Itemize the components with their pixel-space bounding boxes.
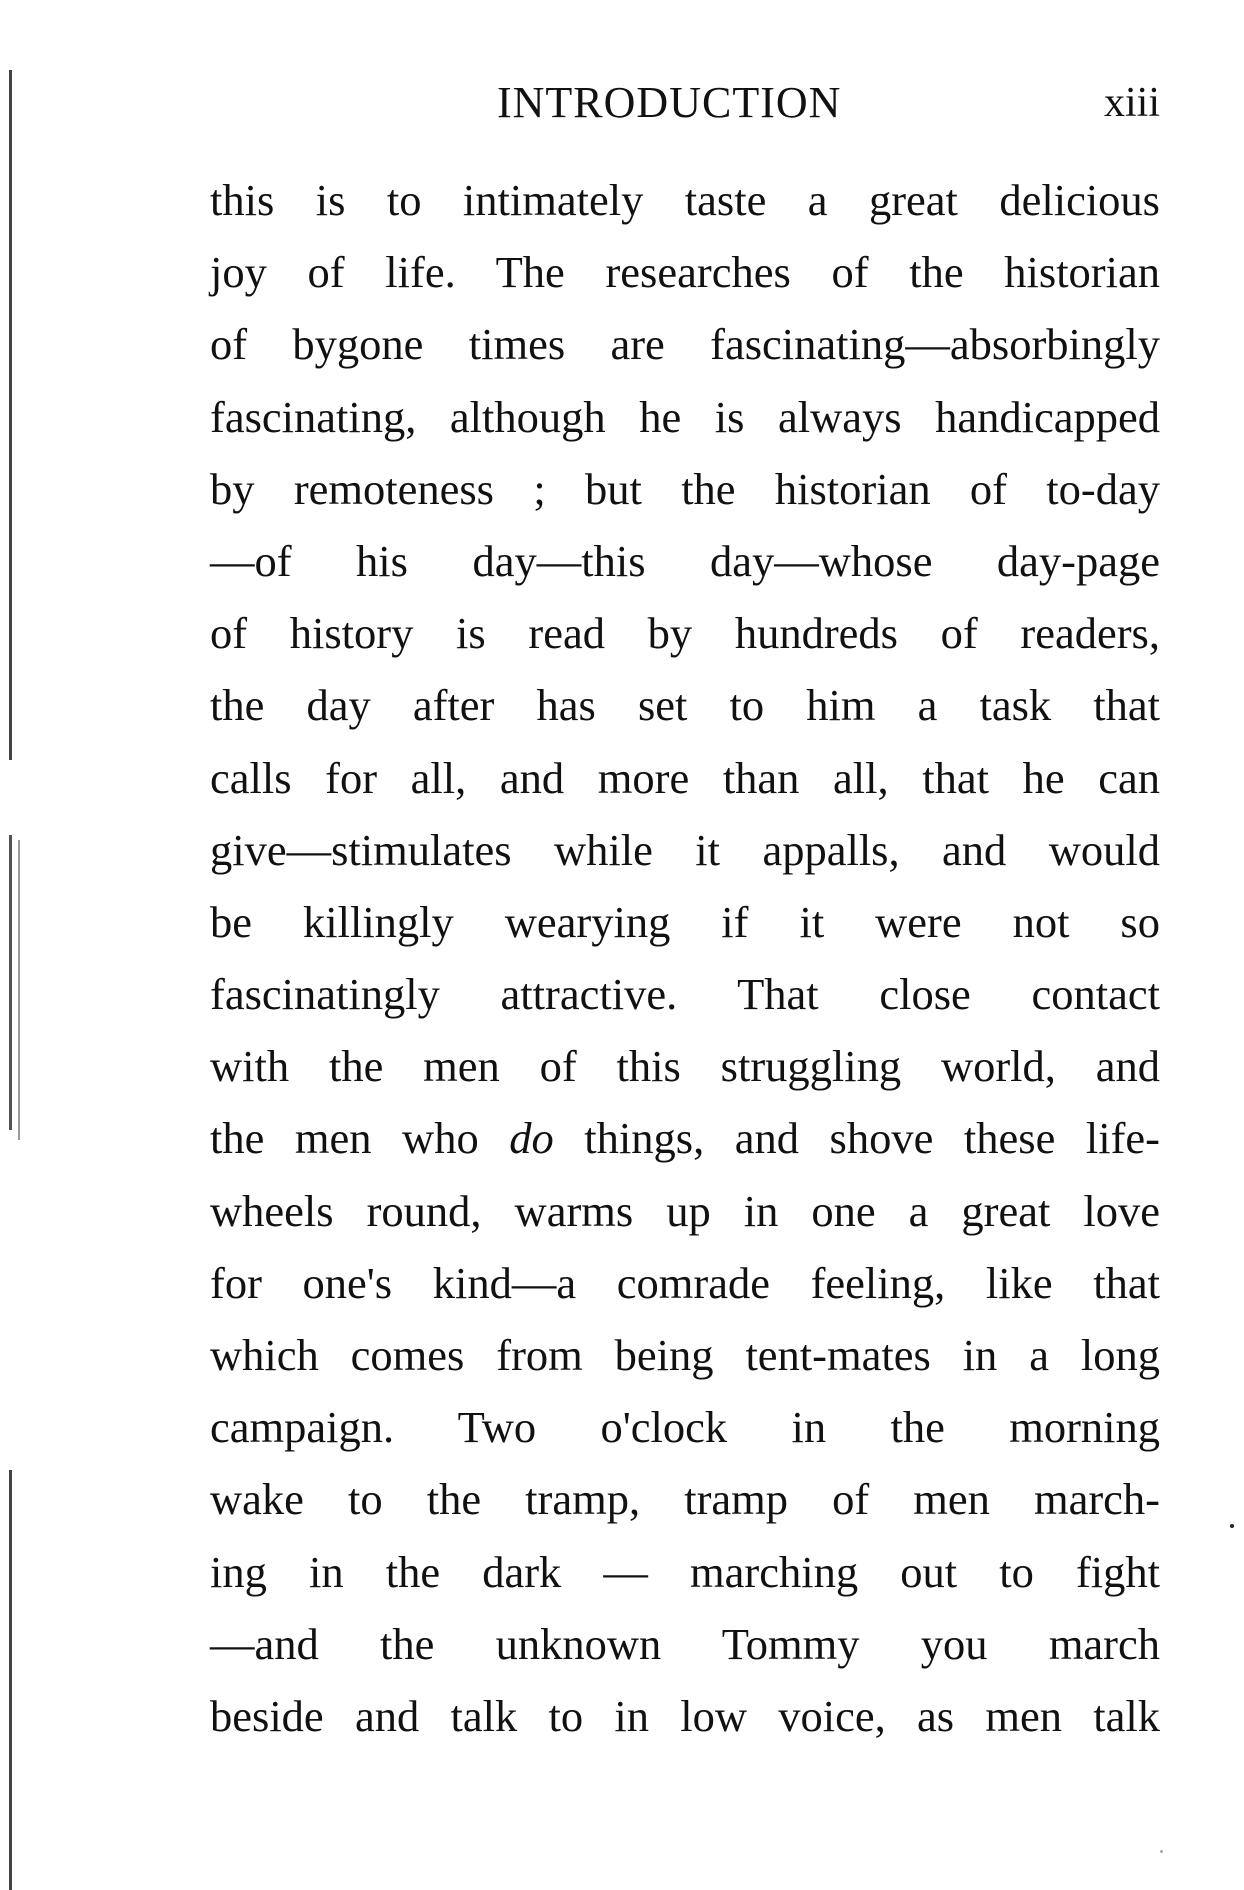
text-line: —of his day—this day—whose day-page: [210, 535, 1160, 586]
text-line: give—stimulates while it appalls, and would: [210, 824, 1160, 875]
text-line: which comes from being tent-mates in a long: [210, 1330, 1160, 1380]
text-line: of bygone times are fascinating—absorbingly: [210, 319, 1160, 370]
text-line: be killingly wearying if it were not so: [210, 896, 1160, 947]
text-line-part: the men who: [210, 1113, 479, 1164]
text-line: by remoteness ; but the historian of to-day: [210, 463, 1160, 514]
text-line: this is to intimately taste a great delicious: [210, 175, 1160, 225]
text-line: campaign. Two o'clock in the morning: [210, 1402, 1160, 1453]
text-line: fascinatingly attractive. That close contact: [210, 969, 1160, 1020]
text-line: ing in the dark — marching out to fight: [210, 1546, 1160, 1597]
text-line: wheels round, warms up in one a great love: [210, 1185, 1160, 1236]
text-line: the day after has set to him a task that: [210, 680, 1160, 731]
print-speck: [1160, 1850, 1163, 1853]
text-line-part: things, and shove these life-: [584, 1113, 1161, 1164]
body-text: [210, 164, 1160, 1752]
text-line: fascinating, although he is always handicapped: [210, 391, 1160, 442]
page-number: xiii: [1103, 80, 1160, 126]
text-line: calls for all, and more than all, that he can: [210, 752, 1160, 803]
scan-binding-edge: [9, 0, 12, 1890]
running-head: [0, 78, 1244, 128]
text-line: —and the unknown Tommy you march: [210, 1618, 1160, 1669]
text-line-with-italic: [210, 1102, 1160, 1174]
text-line: with the men of this struggling world, and: [210, 1041, 1160, 1092]
print-speck: [1230, 1524, 1234, 1528]
running-head-title: INTRODUCTION: [497, 78, 842, 127]
text-line: for one's kind—a comrade feeling, like that: [210, 1257, 1160, 1308]
text-line: joy of life. The researches of the historian: [210, 247, 1160, 298]
text-line: of history is read by hundreds of readers,: [210, 608, 1160, 659]
italic-word: do: [509, 1113, 554, 1164]
text-line: beside and talk to in low voice, as men talk: [210, 1690, 1160, 1741]
scan-binding-shadow: [18, 840, 20, 1140]
text-line: wake to the tramp, tramp of men march-: [210, 1474, 1160, 1525]
